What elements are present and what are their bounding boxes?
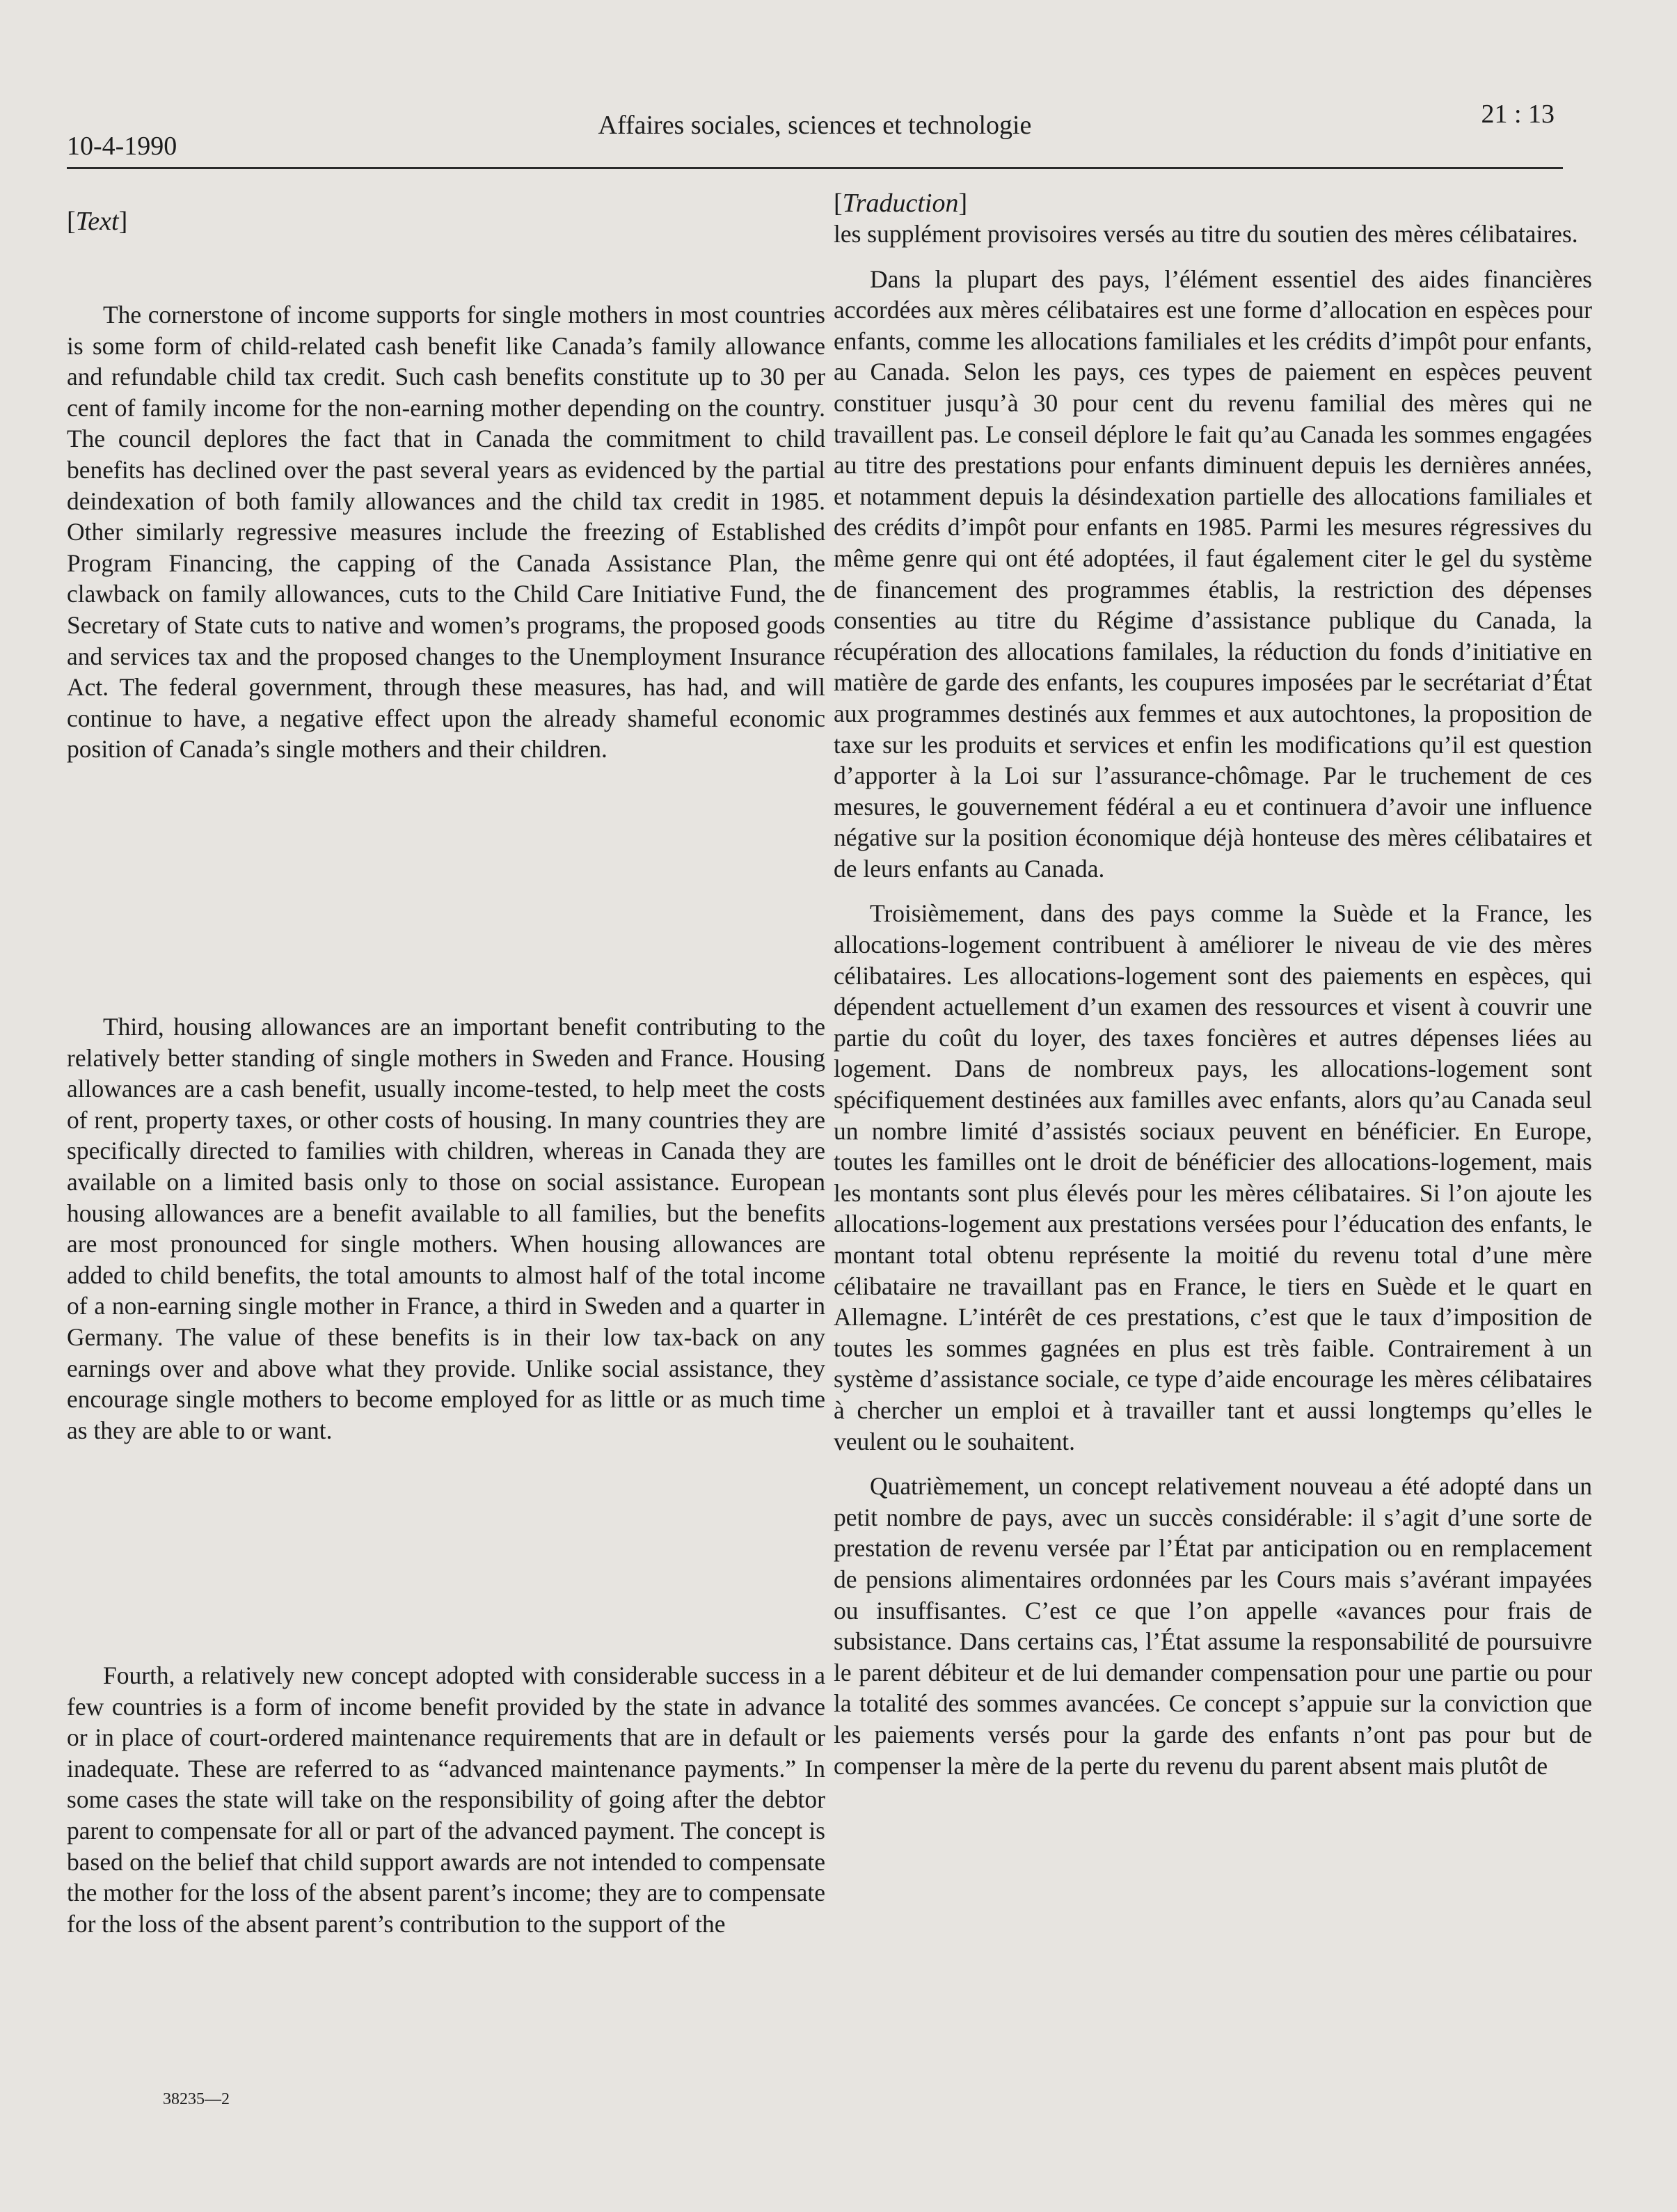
right-column-text bbox=[834, 219, 1592, 1781]
right-continuation: les supplément provisoires versés au titre du soutien des mères célibataires. bbox=[834, 220, 1578, 248]
footer-code: 38235—2 bbox=[163, 2090, 230, 2108]
header-date: 10-4-1990 bbox=[67, 132, 177, 161]
header-title: Affaires sociales, sciences et technologie bbox=[598, 111, 1032, 140]
right-paragraph-1: Dans la plupart des pays, l’élément essentiel des aides financières accordées aux mères célibataires est une forme d’allocation en espèces pour enfants, comme les allocations familiales et les crédits d’impôt pour enfants, au Canada. Selon les pays, ces types de paiement en espèces peuvent constituer jusqu’à 30 pour cent du revenu familial des mères qui ne travaillent pas. Le conseil déplore le fait qu’au Canada les sommes engagées au titre des prestations pour enfants diminuent depuis les dernières années, et notamment depuis la désindexation partielle des allocations familiales et des crédits d’impôt pour enfants en 1985. Parmi les mesures régressives du même genre qui ont été adoptées, il faut également citer le gel du système de financement des programmes établis, la restriction des dépenses consenties au titre du Régime d’assistance publique du Canada, la récupération des allocations familales, la réduction du fonds d’initiative en matière de garde des enfants, les coupures imposées par le secrétariat d’État aux programmes destinés aux femmes et aux autochtones, la proposition de taxe sur les produits et services et enfin les modifications qu’il est question d’apporter à la Loi sur l’assurance-chômage. Par le truchement de ces mesures, le gouvernement fédéral a eu et continuera d’avoir une influence négative sur la position économique déjà honteuse des mères célibataires et de leurs enfants au Canada. bbox=[834, 264, 1592, 883]
left-paragraph-2: Third, housing allowances are an important benefit contributing to the relatively better standing of single mothers in Sweden and France. Housing allowances are a cash benefit, usually income-tested, to help meet the costs of rent, property taxes, or other costs of housing. In many countries they are specifically directed to families with children, whereas in Canada they are available on a limited basis only to those on social assistance. European housing allowances are a benefit available to all families, but the benefits are most pronounced for single mothers. When housing allowances are added to child benefits, the total amounts to almost half of the total income of a non-earning single mother in France, a third in Sweden and a quarter in Germany. The value of these benefits is in their low tax-back on any earnings over and above what they provide. Unlike social assistance, they encourage single mothers to become employed for as little or as much time as they are able to or want. bbox=[67, 1013, 825, 1444]
right-paragraph-2: Troisièmement, dans des pays comme la Suède et la France, les allocations-logement contribuent à améliorer le niveau de vie des mères célibataires. Les allocations-logement sont des paiements en espèces, qui dépendent actuellement d’un examen des ressources et visent à couvrir une partie du coût du loyer, des taxes foncières et autres dépenses liées au logement. Dans de nombreux pays, les allocations-logement sont spécifiquement destinées aux familles avec enfants, alors qu’au Canada seul un nombre limité d’assistés sociaux peuvent en bénéficier. En Europe, toutes les familles ont le droit de bénéficier des allocations-logement, mais les montants sont plus élevés pour les mères célibataires. Si l’on ajoute les allocations-logement aux prestations versées pour l’éducation des enfants, le montant total obtenu représente la moitié du revenu total d’une mère célibataire ne travaillant pas en France, le tiers en Suède et le quart en Allemagne. L’intérêt de ces prestations, c’est que le taux d’imposition de toutes les sommes gagnées en plus est très faible. Contrairement à un système d’assistance sociale, ce type d’aide encourage les mères célibataires à chercher un emploi et à travailler tant et aussi longtemps qu’elles le veulent ou le souhaitent. bbox=[834, 899, 1592, 1455]
right-paragraph-3: Quatrièmement, un concept relativement nouveau a été adopté dans un petit nombre de pays, avec un succès considérable: il s’agit d’une sorte de prestation de revenu versée par l’État par anticipation ou en remplacement de pensions alimentaires ordonnées par les Cours mais s’avérant impayées ou insuffisantes. C’est ce que l’on appelle «avances pour frais de subsistance. Dans certains cas, l’État assume la responsabilité de poursuivre le parent débiteur et de lui demander compensation pour une partie ou pour la totalité des sommes avancées. Ce concept s’appuie sur la conviction que les paiements versés pour la garde des enfants n’ont pas pour but de compenser la mère de la perte du revenu du parent absent mais plutôt de bbox=[834, 1472, 1592, 1780]
left-paragraph-1: The cornerstone of income supports for single mothers in most countries is some form of child-related cash benefit like Canada’s family allowance and refundable child tax credit. Such cash benefits constitute up to 30 per cent of family income for the non-earning mother depending on the country. The council deplores the fact that in Canada the commitment to child benefits has declined over the past several years as evidenced by the partial deindexation of both family allowances and the child tax credit in 1985. Other similarly regressive measures include the freezing of Established Program Financing, the capping of the Canada Assistance Plan, the clawback on family allowances, cuts to the Child Care Initiative Fund, the Secretary of State cuts to native and women’s programs, the proposed goods and services tax and the proposed changes to the Unemployment Insurance Act. The federal government, through these measures, has had, and will continue to have, a negative effect upon the already shameful economic position of Canada’s single mothers and their children. bbox=[67, 301, 825, 764]
left-column-label: [Text] bbox=[67, 207, 128, 236]
header-page-number: 21 : 13 bbox=[1481, 100, 1555, 129]
left-paragraph-3: Fourth, a relatively new concept adopted with considerable success in a few countries is a form of income benefit provided by the state in advance or in place of court-ordered maintenance requirements that are in default or inadequate. These are referred to as “advanced maintenance payments.” In some cases the state will take on the responsibility of going after the debtor parent to compensate for all or part of the advanced payment. The concept is based on the belief that child support awards are not intended to compensate the mother for the loss of the absent parent’s income; they are to compensate for the loss of the absent parent’s contribution to the support of the bbox=[67, 1661, 825, 1938]
right-column-label: [Traduction] bbox=[834, 189, 968, 218]
page-header bbox=[67, 100, 1563, 169]
